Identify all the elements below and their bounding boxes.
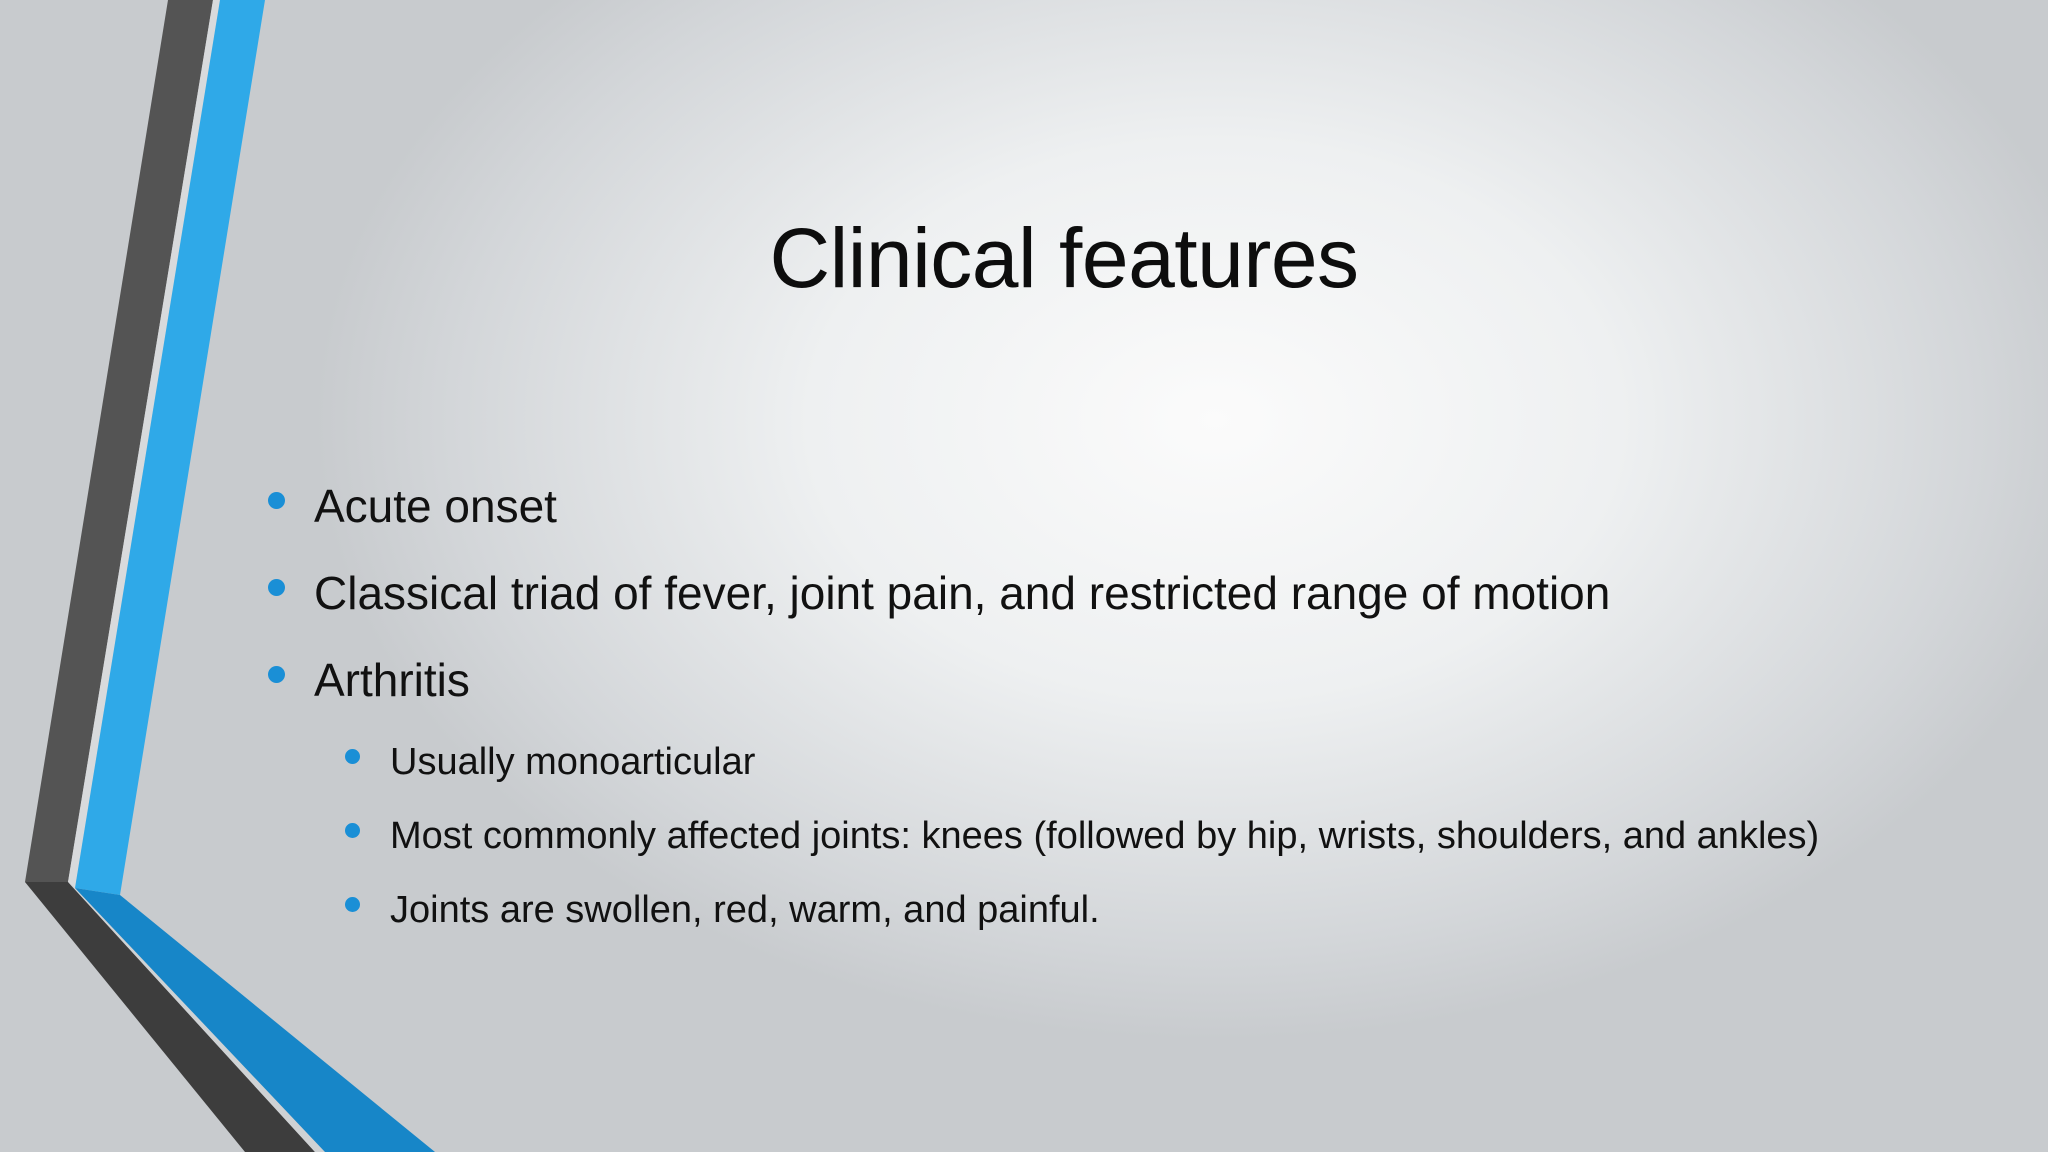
bullet-dot-icon: [268, 666, 285, 683]
sub-bullet-item: [340, 812, 2040, 860]
bullet-dot-icon: [345, 823, 360, 838]
light-separator-upper: [68, 0, 220, 888]
bullet-item: [264, 478, 2004, 534]
bullet-dot-icon: [345, 749, 360, 764]
bullet-dot-icon: [268, 579, 285, 596]
sub-bullet-text: Joints are swollen, red, warm, and painful.: [390, 889, 1100, 931]
sub-bullet-text: Usually monoarticular: [390, 741, 756, 783]
bullet-item: [264, 565, 2004, 621]
sub-bullet-list: [340, 738, 2040, 960]
bullet-text: Classical triad of fever, joint pain, and restricted range of motion: [314, 567, 1611, 619]
sub-bullet-item: [340, 886, 2040, 934]
bullet-dot-icon: [268, 492, 285, 509]
bullet-list: [264, 478, 2004, 739]
sub-bullet-item: [340, 738, 2040, 786]
bullet-text: Acute onset: [314, 480, 557, 532]
sub-bullet-text: Most commonly affected joints: knees (followed by hip, wrists, shoulders, and ankles): [390, 815, 1820, 857]
light-separator-lower: [68, 882, 325, 1152]
bullet-item: [264, 652, 2004, 708]
bullet-dot-icon: [345, 897, 360, 912]
bullet-text: Arthritis: [314, 654, 470, 706]
slide-title: Clinical features: [769, 211, 1359, 305]
gray-stripe-lower: [25, 882, 315, 1152]
